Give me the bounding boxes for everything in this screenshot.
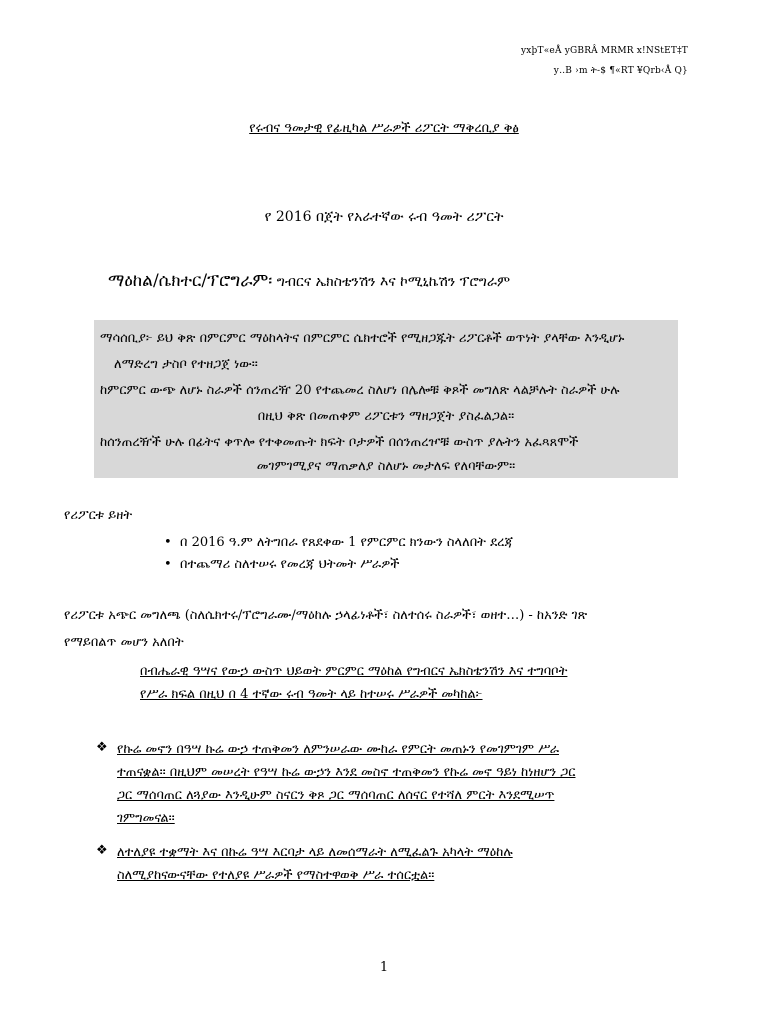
activity-line: የኩሬ መኖን በዓሣ ኩሬ ውኃ ተጠቅመን ለምንሠራው ሙከራ የምርት መጠኑን የመገምገም ሥራ <box>117 742 559 757</box>
activity-line: ገምግመናል። <box>117 811 175 826</box>
header-line-2: y‥B ›m ት‑$ ¶«RT ¥Qrb‹Å Q} <box>553 66 688 76</box>
notice-line: በዚህ ቅጽ በመጠቀም ሪፖርቱን ማዘጋጀት ያስፈልጋል። <box>257 409 515 424</box>
activity-line: ጋር ማሰባጠር ለጓያው እንዲሁም ስናርን ቅጾ ጋር ማሰባጠር ለሰናር የተሻለ ምርት እንደሚሠጥ <box>117 788 555 803</box>
diamond-bullet-icon: ❖ <box>96 843 108 858</box>
program-label: ማዕከል/ሴክተር/ፕሮግራም፡ <box>108 271 273 291</box>
notice-line: መገምገሚያና ማጠቃለያ ስለሆኑ መታለፍ የለባቸውም። <box>256 459 516 474</box>
summary-line: የማይበልጥ መሆን አለበት <box>64 635 184 650</box>
intro-line: በብሔራዊ ዓሣና የውኃ ውስጥ ህይወት ምርምር ማዕከል የግብርና ኤክስቴንሽን እና ተግባቦት <box>140 664 568 679</box>
page-number: 1 <box>379 960 389 975</box>
contents-label: የሪፖርቱ ይዘት <box>64 508 133 523</box>
intro-paragraph <box>140 660 567 706</box>
notice-line: ከምርምር ውጭ ለሆኑ ስራዎች ሰንጠረዥ 20 የተጨመረ ስለሆነ በሌሎቹ ቅጾች መግለጽ ላልቻሉት ስራዎች ሁሉ <box>100 383 620 398</box>
activity-line: ተጠናቋል። በዚህም መሠረት የዓሣ ኩሬ ውኃን እንደ መስኖ ተጠቅመን የኩሬ መኖ ዓይነ ከነዘሆን ጋር <box>117 765 576 780</box>
activity-item <box>117 841 513 887</box>
header-line-1: yxþT«eÅ yGBRÂ MRMR x!NStET‡T <box>520 46 688 56</box>
activity-line: ስለሚያከናውናቸው የተለያዩ ሥራዎች የማስተዋወቅ ሥራ ተሰርቷል። <box>117 868 435 883</box>
contents-list <box>180 532 513 576</box>
intro-line: የሥራ ክፍል በዚህ በ 4 ተኛው ሩብ ዓመት ላይ ከተሠሩ ሥራዎች መካከል፦ <box>140 687 483 702</box>
program-value: ግብርና ኤክስቴንሽን እና ኮሚኒኬሽን ፕሮግራም <box>272 274 511 290</box>
list-item: • በተጨማሪ ስለተሠሩ የመረጃ ህትመት ሥራዎች <box>180 554 513 576</box>
program-line <box>108 271 510 291</box>
notice-line: ማሳሰቢያ፦ ይህ ቅጽ በምርምር ማዕከላትና በምርምር ሴክተሮች የሚዘጋጁት ሪፖርቶች ወጥነት ያላቸው እንዲሆኑ <box>100 331 625 346</box>
summary-instruction <box>64 602 694 656</box>
form-title: የሩብና ዓመታዊ የፊዚካል ሥራዎች ሪፖርት ማቅረቢያ ቅፅ <box>249 121 519 136</box>
summary-line: የሪፖርቱ አጭር መግለጫ (ስለሴክተሩ/ፕሮግራሙ/ማዕከሉ ኃላፊነቶች፣ ስለተሰሩ ስራዎች፣ ወዘተ…) - ከአንድ ገጽ <box>64 608 588 623</box>
report-subtitle: የ 2016 በጀት የአራተኛው ሩብ ዓመት ሪፖርት <box>264 209 504 225</box>
activity-line: ለተለያዩ ተቋማት እና በኩሬ ዓሣ እርባታ ላይ ለመሰማራት ለሚፈልጉ አካላት ማዕከሉ <box>117 845 513 860</box>
list-item: • በ 2016 ዓ.ም ለትግበራ የጸደቀው 1 የምርምር ክንውን ስላለበት ደረጃ <box>180 532 513 554</box>
notice-line: ከሰንጠረዥች ሁሉ በፊትና ቀጥሎ የተቀመጡት ክፍት ቦታዎች በሰንጠረዦቹ ውስጥ ያሉትን አፈጻጸሞች <box>100 435 579 450</box>
notice-line: ለማድረግ ታስቦ የተዘጋጀ ነው። <box>114 357 258 372</box>
notice-box <box>94 320 678 478</box>
diamond-bullet-icon: ❖ <box>96 740 108 755</box>
activity-item <box>117 738 575 830</box>
